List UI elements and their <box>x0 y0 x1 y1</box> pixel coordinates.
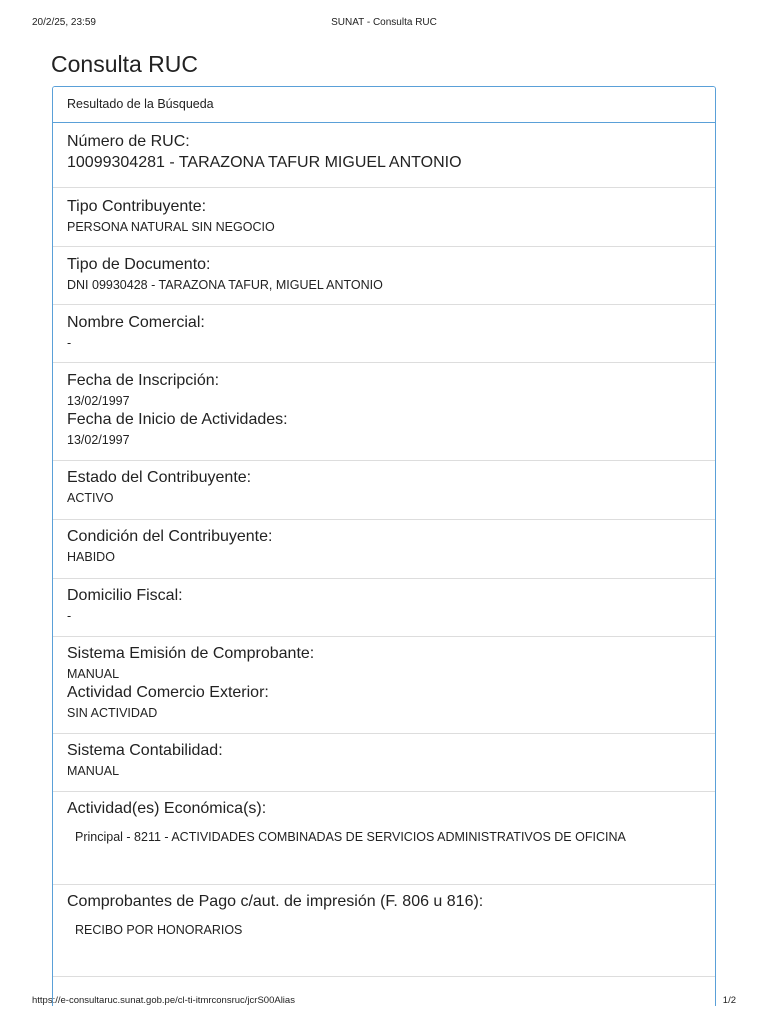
fecha-inscripcion-value: 13/02/1997 <box>67 394 130 408</box>
estado-value: ACTIVO <box>67 491 114 505</box>
tipo-documento-value: DNI 09930428 - TARAZONA TAFUR, MIGUEL ANTONIO <box>67 278 383 292</box>
row-ruc <box>53 123 715 188</box>
estado-label: Estado del Contribuyente: <box>67 469 252 486</box>
actividades-economicas-label: Actividad(es) Económica(s): <box>67 800 267 817</box>
fecha-inscripcion-label: Fecha de Inscripción: <box>67 372 220 389</box>
tipo-documento-label: Tipo de Documento: <box>67 256 211 273</box>
row-nombre-comercial <box>53 305 715 363</box>
row-estado <box>53 461 715 520</box>
comprobante-item: RECIBO POR HONORARIOS <box>75 923 243 937</box>
sistema-contabilidad-value: MANUAL <box>67 764 120 778</box>
row-comprobantes <box>53 885 715 977</box>
nombre-comercial-value: - <box>67 336 72 350</box>
tipo-contribuyente-value: PERSONA NATURAL SIN NEGOCIO <box>67 220 275 234</box>
sistema-emision-label: Sistema Emisión de Comprobante: <box>67 645 315 662</box>
actividad-exterior-value: SIN ACTIVIDAD <box>67 706 158 720</box>
print-datetime: 20/2/25, 23:59 <box>32 17 96 28</box>
row-sistema-emision <box>53 637 715 734</box>
sistema-emision-value: MANUAL <box>67 667 120 681</box>
ruc-label: Número de RUC: <box>67 133 190 150</box>
row-fechas <box>53 363 715 461</box>
print-doc-title: SUNAT - Consulta RUC <box>331 17 437 28</box>
sistema-contabilidad-label: Sistema Contabilidad: <box>67 742 223 759</box>
condicion-label: Condición del Contribuyente: <box>67 528 273 545</box>
row-sistema-contabilidad <box>53 734 715 792</box>
comprobantes-label: Comprobantes de Pago c/aut. de impresión (F. 806 u 816): <box>67 893 484 910</box>
row-actividades-economicas <box>53 792 715 885</box>
domicilio-label: Domicilio Fiscal: <box>67 587 183 604</box>
tipo-contribuyente-label: Tipo Contribuyente: <box>67 198 207 215</box>
row-condicion <box>53 520 715 579</box>
print-footer <box>0 995 768 1009</box>
fecha-inicio-value: 13/02/1997 <box>67 433 130 447</box>
page-title: Consulta RUC <box>51 51 198 77</box>
print-url: https://e-consultaruc.sunat.gob.pe/cl-ti-itmrconsruc/jcrS00Alias <box>32 995 295 1006</box>
ruc-value: 10099304281 - TARAZONA TAFUR MIGUEL ANTONIO <box>67 154 462 171</box>
actividad-exterior-label: Actividad Comercio Exterior: <box>67 684 269 701</box>
condicion-value: HABIDO <box>67 550 115 564</box>
row-domicilio <box>53 579 715 637</box>
results-panel <box>52 86 716 1006</box>
actividad-economica-item: Principal - 8211 - ACTIVIDADES COMBINADAS DE SERVICIOS ADMINISTRATIVOS DE OFICINA <box>75 830 626 844</box>
row-tipo-contribuyente <box>53 188 715 247</box>
domicilio-value: - <box>67 609 72 623</box>
row-tipo-documento <box>53 247 715 305</box>
print-header <box>0 17 768 31</box>
print-page-number: 1/2 <box>722 995 736 1006</box>
panel-heading: Resultado de la Búsqueda <box>53 87 715 123</box>
nombre-comercial-label: Nombre Comercial: <box>67 314 205 331</box>
fecha-inicio-label: Fecha de Inicio de Actividades: <box>67 411 288 428</box>
